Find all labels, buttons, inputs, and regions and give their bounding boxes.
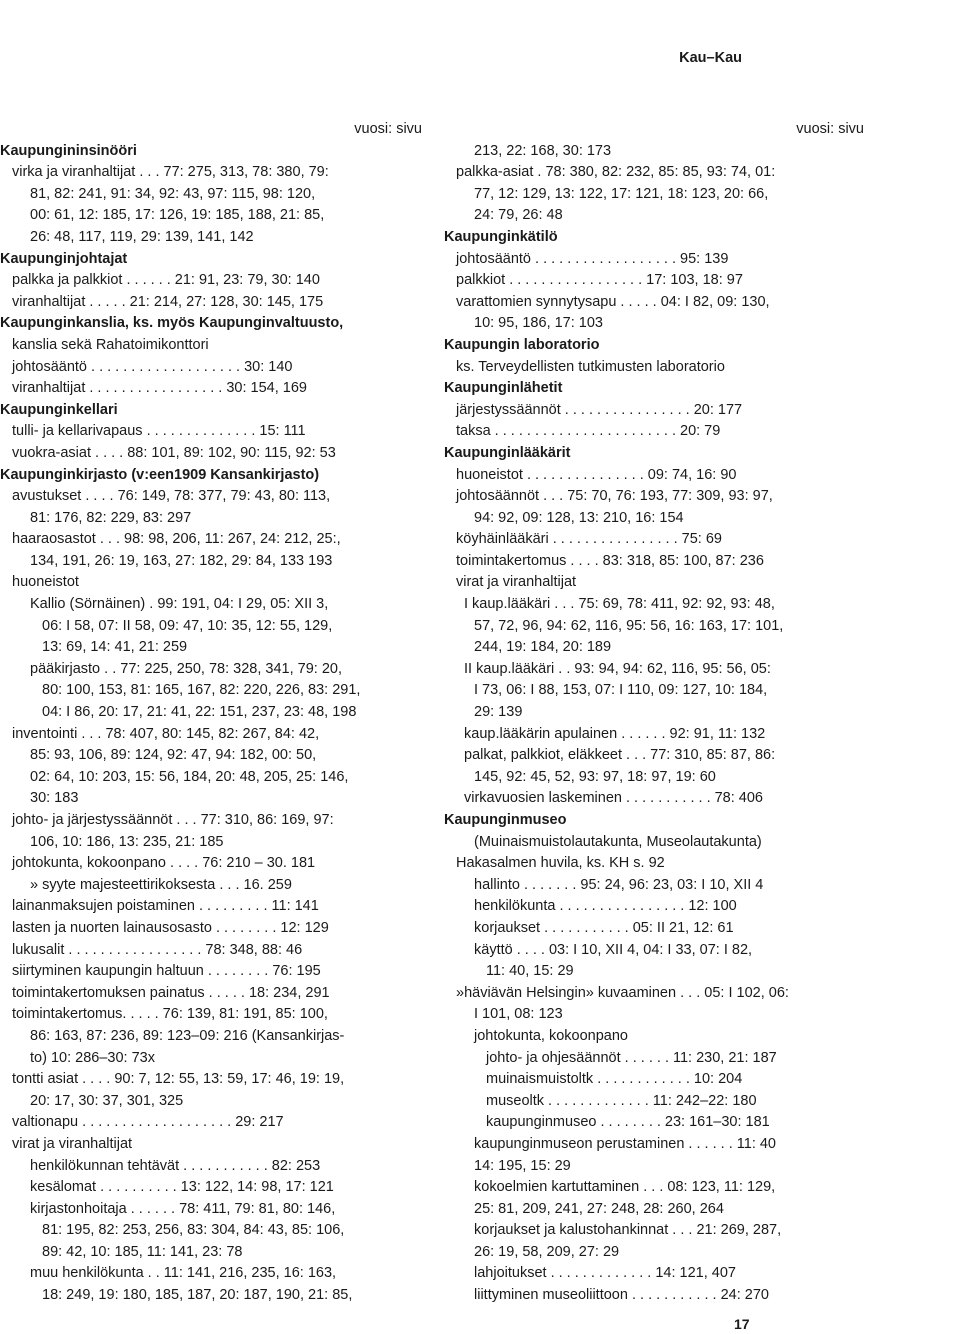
index-line: viranhaltijat . . . . . 21: 214, 27: 128, 30: 145, 175 bbox=[12, 293, 324, 310]
index-line: 85: 93, 106, 89: 124, 92: 47, 94: 182, 00: 50, bbox=[30, 747, 317, 764]
right-column bbox=[444, 119, 864, 1307]
index-entries bbox=[444, 141, 864, 1307]
index-line: 30: 183 bbox=[30, 790, 79, 807]
index-line: johto- ja järjestyssäännöt . . . 77: 310, 86: 169, 97: bbox=[12, 812, 334, 828]
index-line: henkilökunnan tehtävät . . . . . . . . . . . 82: 253 bbox=[30, 1157, 321, 1174]
index-line: museoltk . . . . . . . . . . . . . 11: 242–22: 180 bbox=[486, 1092, 757, 1109]
index-line: johtokunta, kokoonpano . . . . 76: 210 – 30. 181 bbox=[12, 855, 316, 872]
index-line: kanslia sekä Rahatoimikonttori bbox=[12, 336, 209, 353]
index-line: käyttö . . . . 03: I 10, XII 4, 04: I 33, 07: I 82, bbox=[474, 941, 753, 958]
index-line: johtosääntö . . . . . . . . . . . . . . . . . . . 30: 140 bbox=[12, 358, 293, 375]
index-line: kesälomat . . . . . . . . . . 13: 122, 14: 98, 17: 121 bbox=[30, 1179, 334, 1196]
index-line: 57, 72, 96, 94: 62, 116, 95: 56, 16: 163, 17: 101, bbox=[474, 617, 784, 634]
index-line: 04: I 86, 20: 17, 21: 41, 22: 151, 237, 23: 48, 198 bbox=[42, 704, 357, 721]
index-line: 213, 22: 168, 30: 173 bbox=[474, 142, 612, 159]
index-line: lahjoitukset . . . . . . . . . . . . . 14: 121, 407 bbox=[474, 1265, 736, 1282]
index-line: kaupunginmuseon perustaminen . . . . . . 11: 40 bbox=[474, 1135, 777, 1152]
index-heading: Kaupunginkanslia, ks. myös Kaupunginvaltuusto, bbox=[0, 315, 344, 332]
index-line: huoneistot bbox=[12, 574, 79, 591]
index-heading: Kaupunginlähetit bbox=[444, 380, 563, 397]
index-line: johtokunta, kokoonpano bbox=[474, 1027, 628, 1044]
index-line: (Muinaismuistolautakunta, Museolautakunta) bbox=[474, 833, 762, 850]
index-line: tontti asiat . . . . 90: 7, 12: 55, 13: 59, 17: 46, 19: 19, bbox=[12, 1071, 345, 1088]
index-line: 145, 92: 45, 52, 93: 97, 18: 97, 19: 60 bbox=[474, 768, 716, 785]
index-line: tulli- ja kellarivapaus . . . . . . . . . . . . . . 15: 111 bbox=[12, 423, 306, 440]
index-line: 26: 48, 117, 119, 29: 139, 141, 142 bbox=[30, 228, 254, 245]
index-line: inventointi . . . 78: 407, 80: 145, 82: 267, 84: 42, bbox=[12, 725, 320, 742]
index-line: virkavuosien laskeminen . . . . . . . . . . . 78: 406 bbox=[464, 790, 763, 807]
index-line: toimintakertomuksen painatus . . . . . 18: 234, 291 bbox=[12, 984, 330, 1001]
index-line: 94: 92, 09: 128, 13: 210, 16: 154 bbox=[474, 509, 684, 526]
index-entries bbox=[0, 141, 422, 1307]
index-line: muu henkilökunta . . 11: 141, 216, 235, 16: 163, bbox=[30, 1265, 337, 1282]
left-column bbox=[0, 119, 422, 1307]
index-line: johtosäännöt . . . 75: 70, 76: 193, 77: 309, 93: 97, bbox=[456, 488, 773, 505]
index-heading: Kaupungininsinööri bbox=[0, 142, 137, 159]
index-line: siirtyminen kaupungin haltuun . . . . . . . . 76: 195 bbox=[12, 963, 321, 980]
index-line: toimintakertomus . . . . 83: 318, 85: 100, 87: 236 bbox=[456, 552, 764, 569]
index-line: vuokra-asiat . . . . 88: 101, 89: 102, 90: 115, 92: 53 bbox=[12, 444, 336, 461]
index-line: hallinto . . . . . . . 95: 24, 96: 23, 03: I 10, XII 4 bbox=[474, 876, 764, 893]
index-line: korjaukset . . . . . . . . . . . 05: II 21, 12: 61 bbox=[474, 919, 734, 936]
index-line: » syyte majesteettirikoksesta . . . 16. 259 bbox=[30, 876, 292, 893]
index-line: 106, 10: 186, 13: 235, 21: 185 bbox=[30, 833, 224, 850]
index-line: virat ja viranhaltijat bbox=[456, 574, 577, 591]
index-line: korjaukset ja kalustohankinnat . . . 21: 269, 287, bbox=[474, 1222, 782, 1239]
index-line: johtosääntö . . . . . . . . . . . . . . . . . . 95: 139 bbox=[456, 250, 729, 267]
index-line: johto- ja ohjesäännöt . . . . . . 11: 230, 21: 187 bbox=[486, 1049, 777, 1066]
column-head-label: vuosi: sivu bbox=[354, 121, 422, 137]
index-line: huoneistot . . . . . . . . . . . . . . . 09: 74, 16: 90 bbox=[456, 466, 737, 483]
index-line: kaupunginmuseo . . . . . . . . 23: 161–30: 181 bbox=[486, 1114, 770, 1131]
index-line: 02: 64, 10: 203, 15: 56, 184, 20: 48, 205, 25: 146, bbox=[30, 768, 349, 785]
index-line: 14: 195, 15: 29 bbox=[474, 1157, 571, 1174]
index-line: kirjastonhoitaja . . . . . . 78: 411, 79: 81, 80: 146, bbox=[30, 1200, 336, 1217]
index-line: 10: 95, 186, 17: 103 bbox=[474, 315, 603, 332]
running-header: Kau–Kau bbox=[679, 50, 742, 66]
index-line: pääkirjasto . . 77: 225, 250, 78: 328, 341, 79: 20, bbox=[30, 660, 342, 677]
index-line: 00: 61, 12: 185, 17: 126, 19: 185, 188, 21: 85, bbox=[30, 207, 325, 224]
index-line: Kallio (Sörnäinen) . 99: 191, 04: I 29, 05: XII 3, bbox=[30, 596, 329, 613]
index-line: haaraosastot . . . 98: 98, 206, 11: 267, 24: 212, 25:, bbox=[12, 531, 341, 548]
index-line: 86: 163, 87: 236, 89: 123–09: 216 (Kansankirjas- bbox=[30, 1027, 345, 1044]
index-line: 81: 176, 82: 229, 83: 297 bbox=[30, 509, 192, 526]
index-line: 89: 42, 10: 185, 11: 141, 23: 78 bbox=[42, 1243, 243, 1260]
index-line: palkkiot . . . . . . . . . . . . . . . . . 17: 103, 18: 97 bbox=[456, 272, 743, 289]
index-line: 25: 81, 209, 241, 27: 248, 28: 260, 264 bbox=[474, 1200, 724, 1217]
index-line: 18: 249, 19: 180, 185, 187, 20: 187, 190, 21: 85, bbox=[42, 1287, 353, 1304]
index-line: 24: 79, 26: 48 bbox=[474, 207, 563, 224]
index-line: Hakasalmen huvila, ks. KH s. 92 bbox=[456, 855, 665, 872]
index-heading: Kaupunginkirjasto (v:een1909 Kansankirjasto) bbox=[0, 466, 320, 483]
index-line: varattomien synnytysapu . . . . . 04: I 82, 09: 130, bbox=[456, 293, 770, 310]
index-line: lasten ja nuorten lainausosasto . . . . . . . . 12: 129 bbox=[12, 919, 329, 936]
index-line: 80: 100, 153, 81: 165, 167, 82: 220, 226, 83: 291, bbox=[42, 682, 361, 699]
index-heading: Kaupunginmuseo bbox=[444, 812, 567, 828]
index-line: taksa . . . . . . . . . . . . . . . . . . . . . . . 20: 79 bbox=[456, 423, 721, 440]
index-line: avustukset . . . . 76: 149, 78: 377, 79: 43, 80: 113, bbox=[12, 488, 331, 505]
index-line: 29: 139 bbox=[474, 704, 523, 721]
index-line: 13: 69, 14: 41, 21: 259 bbox=[42, 639, 188, 656]
index-line: köyhäinlääkäri . . . . . . . . . . . . . . . . 75: 69 bbox=[456, 531, 722, 548]
index-line: 244, 19: 184, 20: 189 bbox=[474, 639, 612, 656]
index-line: II kaup.lääkäri . . 93: 94, 94: 62, 116, 95: 56, 05: bbox=[464, 660, 771, 677]
index-line: 81, 82: 241, 91: 34, 92: 43, 97: 115, 98: 120, bbox=[30, 185, 316, 202]
index-line: 06: I 58, 07: II 58, 09: 47, 10: 35, 12: 55, 129, bbox=[42, 617, 333, 634]
index-line: palkka ja palkkiot . . . . . . 21: 91, 23: 79, 30: 140 bbox=[12, 272, 320, 289]
index-heading: Kaupungin laboratorio bbox=[444, 336, 600, 353]
page-number: 17 bbox=[734, 1316, 750, 1332]
index-line: I 73, 06: I 88, 153, 07: I 110, 09: 127, 10: 184, bbox=[474, 682, 768, 699]
index-line: ks. Terveydellisten tutkimusten laboratorio bbox=[456, 358, 725, 375]
index-line: lukusalit . . . . . . . . . . . . . . . . . 78: 348, 88: 46 bbox=[12, 941, 303, 958]
index-line: valtionapu . . . . . . . . . . . . . . . . . . . 29: 217 bbox=[12, 1114, 284, 1131]
index-line: 11: 40, 15: 29 bbox=[486, 963, 574, 980]
index-line: muinaismuistoltk . . . . . . . . . . . . 10: 204 bbox=[486, 1071, 743, 1088]
index-heading: Kaupunginkellari bbox=[0, 401, 118, 418]
index-line: henkilökunta . . . . . . . . . . . . . . . . 12: 100 bbox=[474, 898, 737, 915]
column-head-label: vuosi: sivu bbox=[796, 121, 864, 137]
index-line: kaup.lääkärin apulainen . . . . . . 92: 91, 11: 132 bbox=[464, 725, 766, 742]
index-line: järjestyssäännöt . . . . . . . . . . . . . . . . 20: 177 bbox=[456, 401, 743, 418]
index-line: liittyminen museoliittoon . . . . . . . . . . . 24: 270 bbox=[474, 1287, 769, 1304]
index-line: I 101, 08: 123 bbox=[474, 1006, 563, 1023]
index-line: »häviävän Helsingin» kuvaaminen . . . 05: I 102, 06: bbox=[456, 984, 789, 1001]
index-heading: Kaupunginjohtajat bbox=[0, 250, 128, 267]
index-line: viranhaltijat . . . . . . . . . . . . . . . . . 30: 154, 169 bbox=[12, 380, 307, 397]
index-line: 134, 191, 26: 19, 163, 27: 182, 29: 84, 133 193 bbox=[30, 552, 333, 569]
index-heading: Kaupunginlääkärit bbox=[444, 444, 571, 461]
index-line: palkat, palkkiot, eläkkeet . . . 77: 310, 85: 87, 86: bbox=[464, 747, 776, 764]
index-line: toimintakertomus. . . . . 76: 139, 81: 191, 85: 100, bbox=[12, 1006, 328, 1023]
index-line: to) 10: 286–30: 73x bbox=[30, 1049, 155, 1066]
index-line: I kaup.lääkäri . . . 75: 69, 78: 411, 92: 92, 93: 48, bbox=[464, 596, 775, 613]
index-line: virat ja viranhaltijat bbox=[12, 1135, 133, 1152]
index-heading: Kaupunginkätilö bbox=[444, 228, 558, 245]
index-line: 20: 17, 30: 37, 301, 325 bbox=[30, 1092, 184, 1109]
index-line: palkka-asiat . 78: 380, 82: 232, 85: 85, 93: 74, 01: bbox=[456, 164, 776, 181]
index-line: 26: 19, 58, 209, 27: 29 bbox=[474, 1243, 620, 1260]
index-line: 77, 12: 129, 13: 122, 17: 121, 18: 123, 20: 66, bbox=[474, 185, 769, 202]
index-line: lainanmaksujen poistaminen . . . . . . . . . 11: 141 bbox=[12, 898, 319, 915]
index-line: kokoelmien kartuttaminen . . . 08: 123, 11: 129, bbox=[474, 1179, 776, 1196]
index-line: virka ja viranhaltijat . . . 77: 275, 313, 78: 380, 79: bbox=[12, 164, 329, 181]
index-line: 81: 195, 82: 253, 256, 83: 304, 84: 43, 85: 106, bbox=[42, 1222, 345, 1239]
